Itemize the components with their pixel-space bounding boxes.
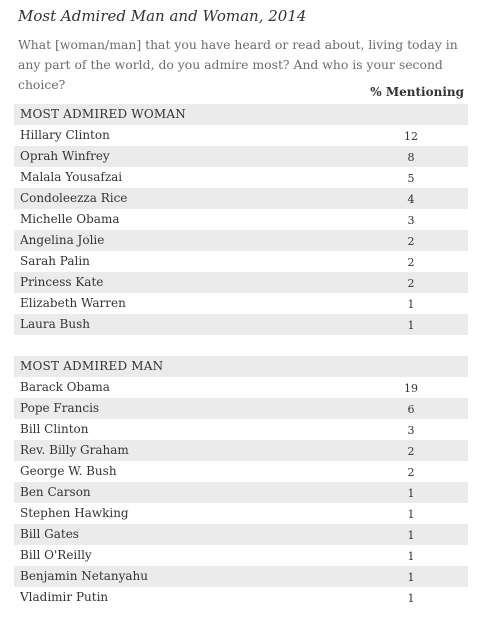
percent-value: 1 <box>407 508 415 521</box>
table-row <box>14 272 468 293</box>
person-name: Condoleezza Rice <box>20 191 128 205</box>
table-row <box>14 377 468 398</box>
person-name: Barack Obama <box>20 380 110 394</box>
person-name: Michelle Obama <box>20 212 120 226</box>
table-row <box>14 251 468 272</box>
table-row <box>14 146 468 167</box>
table-row <box>14 314 468 335</box>
percent-value: 1 <box>407 550 415 563</box>
person-name: Elizabeth Warren <box>20 296 126 310</box>
person-name: Rev. Billy Graham <box>20 443 129 457</box>
person-name: Bill Gates <box>20 527 79 541</box>
table-row <box>14 482 468 503</box>
men-section <box>14 356 468 608</box>
men-section-header <box>14 356 468 377</box>
percent-value: 12 <box>404 130 418 143</box>
table-row <box>14 398 468 419</box>
person-name: Oprah Winfrey <box>20 149 110 163</box>
table-row <box>14 545 468 566</box>
women-section <box>14 104 468 335</box>
person-name: Bill O'Reilly <box>20 548 92 562</box>
table-row <box>14 461 468 482</box>
column-header-mentioning: % Mentioning <box>370 85 464 99</box>
person-name: Bill Clinton <box>20 422 89 436</box>
person-name: George W. Bush <box>20 464 117 478</box>
women-section-header <box>14 104 468 125</box>
percent-value: 6 <box>407 403 415 416</box>
table-row <box>14 188 468 209</box>
person-name: Ben Carson <box>20 485 91 499</box>
percent-value: 8 <box>407 151 415 164</box>
percent-value: 2 <box>407 277 415 290</box>
table-row <box>14 440 468 461</box>
percent-value: 1 <box>407 592 415 605</box>
men-section-label: MOST ADMIRED MAN <box>20 359 164 373</box>
percent-value: 4 <box>407 193 415 206</box>
chart-title: Most Admired Man and Woman, 2014 <box>18 7 307 25</box>
chart-subtitle: What [woman/man] that you have heard or read about, living today in any part of the world, do you admire most? And who is your second choice? <box>18 37 458 92</box>
percent-value: 1 <box>407 319 415 332</box>
table-row <box>14 125 468 146</box>
table-row <box>14 167 468 188</box>
table-row <box>14 293 468 314</box>
person-name: Sarah Palin <box>20 254 90 268</box>
table-row <box>14 503 468 524</box>
table-row <box>14 566 468 587</box>
person-name: Stephen Hawking <box>20 506 129 520</box>
percent-value: 19 <box>404 382 418 395</box>
percent-value: 3 <box>407 424 415 437</box>
table-row <box>14 230 468 251</box>
table-row <box>14 209 468 230</box>
percent-value: 5 <box>407 172 415 185</box>
person-name: Princess Kate <box>20 275 104 289</box>
percent-value: 1 <box>407 571 415 584</box>
women-section-label: MOST ADMIRED WOMAN <box>20 107 186 121</box>
table-row <box>14 419 468 440</box>
person-name: Benjamin Netanyahu <box>20 569 148 583</box>
percent-value: 1 <box>407 487 415 500</box>
percent-value: 2 <box>407 235 415 248</box>
percent-value: 3 <box>407 214 415 227</box>
percent-value: 1 <box>407 529 415 542</box>
person-name: Hillary Clinton <box>20 128 110 142</box>
person-name: Angelina Jolie <box>20 233 105 247</box>
person-name: Malala Yousafzai <box>20 170 123 184</box>
percent-value: 2 <box>407 466 415 479</box>
percent-value: 1 <box>407 298 415 311</box>
person-name: Laura Bush <box>20 317 90 331</box>
percent-value: 2 <box>407 256 415 269</box>
person-name: Vladimir Putin <box>20 590 109 604</box>
percent-value: 2 <box>407 445 415 458</box>
table-row <box>14 587 468 608</box>
table-row <box>14 524 468 545</box>
column-header-row <box>14 85 468 103</box>
person-name: Pope Francis <box>20 401 100 415</box>
